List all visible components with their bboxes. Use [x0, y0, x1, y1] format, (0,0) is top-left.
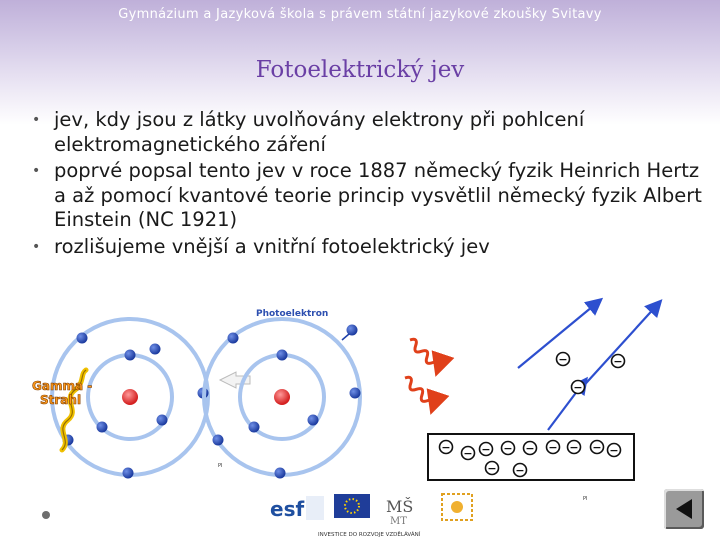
electron-minus-sign: −: [441, 441, 451, 454]
atom-after: [204, 319, 361, 479]
electron: [157, 415, 168, 426]
image-credit: PI: [218, 463, 223, 469]
electron-minus-sign: −: [463, 447, 473, 460]
svg-text:MT: MT: [390, 516, 407, 527]
bullet-text: rozlišujeme vnější a vnitřní fotoelektrický jev: [54, 234, 490, 258]
bullet-text: poprvé popsal tento jev v roce 1887 německý fyzik Heinrich Hertz a až pomocí kvantové teorie princip vysvětlil německý fyzik Albert Einstein (NC 1921): [54, 159, 702, 231]
electron: [249, 422, 260, 433]
esf-logo: [268, 494, 324, 522]
gamma-label: Gamma -: [32, 379, 93, 393]
electron-minus-sign: −: [481, 443, 491, 456]
eu-flag-logo: [334, 494, 370, 518]
electron-minus-sign: −: [515, 464, 525, 477]
ejection-arrow: [578, 304, 658, 392]
photoelectron-trail: [342, 334, 349, 340]
nucleus: [274, 389, 290, 405]
electron: [228, 333, 239, 344]
image-credit: PI: [583, 496, 588, 502]
svg-text:MŠ: MŠ: [386, 497, 414, 516]
photoelectron-label: Photoelektron: [256, 309, 329, 319]
electron-minus-sign: −: [573, 381, 583, 394]
electron: [277, 350, 288, 361]
electron-minus-sign: −: [487, 462, 497, 475]
electron: [150, 344, 161, 355]
electron: [275, 468, 286, 479]
svg-text:esf: esf: [270, 497, 305, 521]
bullet-dot-icon: •: [32, 238, 41, 255]
electron-minus-sign: −: [503, 442, 513, 455]
electron-minus-sign: −: [613, 355, 623, 368]
school-header: Gymnázium a Jazyková škola s právem státní jazykové zkoušky Svitavy: [118, 7, 602, 22]
light-wave: [402, 375, 436, 409]
electron: [308, 415, 319, 426]
electron: [125, 350, 136, 361]
electron-minus-sign: −: [525, 442, 535, 455]
msmt-logo: [386, 496, 413, 527]
electron: [123, 468, 134, 479]
gamma-label: Strahl: [40, 393, 82, 407]
triangle-left-icon: [672, 497, 696, 521]
light-wave: [407, 337, 441, 371]
bullet-list: [32, 108, 712, 261]
logos-caption: INVESTICE DO ROZVOJE VZDĚLÁVÁNÍ: [318, 532, 421, 538]
electron-minus-sign: −: [569, 441, 579, 454]
electron: [97, 422, 108, 433]
electron-minus-sign: −: [609, 444, 619, 457]
op-logo: [442, 494, 472, 520]
slide-title: Fotoelektrický jev: [255, 57, 465, 83]
electron: [213, 435, 224, 446]
electron-minus-sign: −: [592, 441, 602, 454]
electron-minus-sign: −: [548, 441, 558, 454]
electron: [77, 333, 88, 344]
bullet-item: [32, 159, 712, 233]
footer-bullet: [42, 511, 50, 519]
eu-logos: [268, 490, 488, 540]
bullet-item: [32, 108, 712, 157]
bullet-text: jev, kdy jsou z látky uvolňovány elektrony při pohlcení elektromagnetického záření: [54, 108, 585, 156]
bullet-dot-icon: •: [32, 112, 41, 128]
bullet-dot-icon: •: [32, 163, 41, 179]
previous-slide-button[interactable]: [664, 489, 704, 529]
bullet-item: [32, 235, 712, 260]
nucleus: [122, 389, 138, 405]
electron-minus-sign: −: [558, 353, 568, 366]
electron: [350, 388, 361, 399]
photoelectric-figure: [0, 290, 720, 502]
